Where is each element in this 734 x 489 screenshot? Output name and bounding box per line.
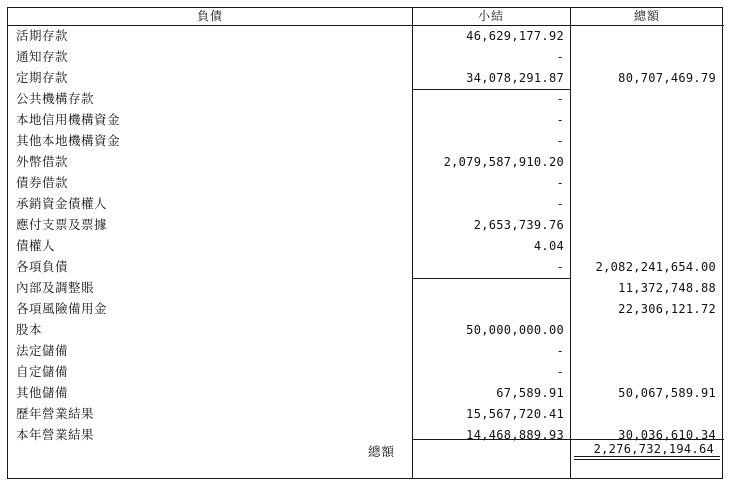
row-label: 各項負債 (16, 259, 69, 274)
row-label: 股本 (16, 322, 43, 337)
table-row (8, 257, 724, 278)
table-row (8, 110, 724, 131)
row-total: 22,306,121.72 (618, 302, 716, 316)
row-label: 活期存款 (16, 28, 69, 43)
row-label: 外幣借款 (16, 154, 69, 169)
header-subtotal: 小結 (477, 9, 504, 23)
total-double-rule-2 (574, 459, 720, 460)
row-subtotal: 2,653,739.76 (473, 218, 564, 232)
row-subtotal: - (556, 92, 564, 106)
row-subtotal: 34,078,291.87 (466, 71, 564, 85)
row-label: 定期存款 (16, 70, 69, 85)
table-row (8, 383, 724, 404)
row-label: 承銷資金債權人 (16, 196, 108, 211)
table-row (8, 26, 724, 47)
row-subtotal: - (556, 365, 564, 379)
row-label: 其他本地機構資金 (16, 133, 121, 148)
row-label: 各項風險備用金 (16, 301, 108, 316)
table-row (8, 362, 724, 383)
row-subtotal: 67,589.91 (496, 386, 564, 400)
row-subtotal: 46,629,177.92 (466, 29, 564, 43)
row-total: 11,372,748.88 (618, 281, 716, 295)
row-subtotal: 4.04 (533, 239, 564, 253)
row-label: 法定儲備 (16, 343, 69, 358)
table-row (8, 404, 724, 425)
table-row (8, 341, 724, 362)
row-label: 其他儲備 (16, 385, 69, 400)
row-total: 80,707,469.79 (618, 71, 716, 85)
total-double-rule-1 (574, 456, 720, 457)
row-subtotal: - (556, 134, 564, 148)
row-subtotal: - (556, 50, 564, 64)
row-subtotal: - (556, 176, 564, 190)
table-row (8, 131, 724, 152)
row-subtotal: 50,000,000.00 (466, 323, 564, 337)
table-row (8, 236, 724, 257)
row-label: 債券借款 (16, 175, 69, 190)
row-subtotal: - (556, 344, 564, 358)
table-row (8, 173, 724, 194)
row-total: 50,067,589.91 (618, 386, 716, 400)
row-total: 30,036,610.34 (618, 428, 716, 442)
row-subtotal: 14,468,889.93 (466, 428, 564, 442)
row-subtotal: - (556, 260, 564, 274)
row-label: 內部及調整賬 (16, 280, 95, 295)
table-row (8, 68, 724, 89)
row-label: 歷年營業結果 (16, 406, 95, 421)
table-row (8, 152, 724, 173)
row-subtotal: 15,567,720.41 (466, 407, 564, 421)
liabilities-table (7, 7, 723, 479)
table-row (8, 299, 724, 320)
row-subtotal: 2,079,587,910.20 (443, 155, 564, 169)
row-label: 本年營業結果 (16, 427, 95, 442)
row-label: 自定儲備 (16, 364, 69, 379)
row-label: 通知存款 (16, 49, 69, 64)
table-row (8, 194, 724, 215)
row-subtotal: - (556, 113, 564, 127)
row-total: 2,082,241,654.00 (595, 260, 716, 274)
table-row (8, 320, 724, 341)
row-label: 債權人 (16, 238, 56, 253)
row-label: 公共機構存款 (16, 91, 95, 106)
grand-total-value: 2,276,732,194.64 (593, 442, 714, 456)
row-label: 本地信用機構資金 (16, 112, 121, 127)
table-row (8, 47, 724, 68)
header-item: 負債 (196, 9, 223, 23)
table-row (8, 89, 724, 110)
row-label: 應付支票及票據 (16, 217, 108, 232)
grand-total-label: 總額 (368, 444, 396, 459)
header-total: 總額 (633, 9, 660, 23)
row-subtotal: - (556, 197, 564, 211)
table-row (8, 215, 724, 236)
table-row (8, 278, 724, 299)
